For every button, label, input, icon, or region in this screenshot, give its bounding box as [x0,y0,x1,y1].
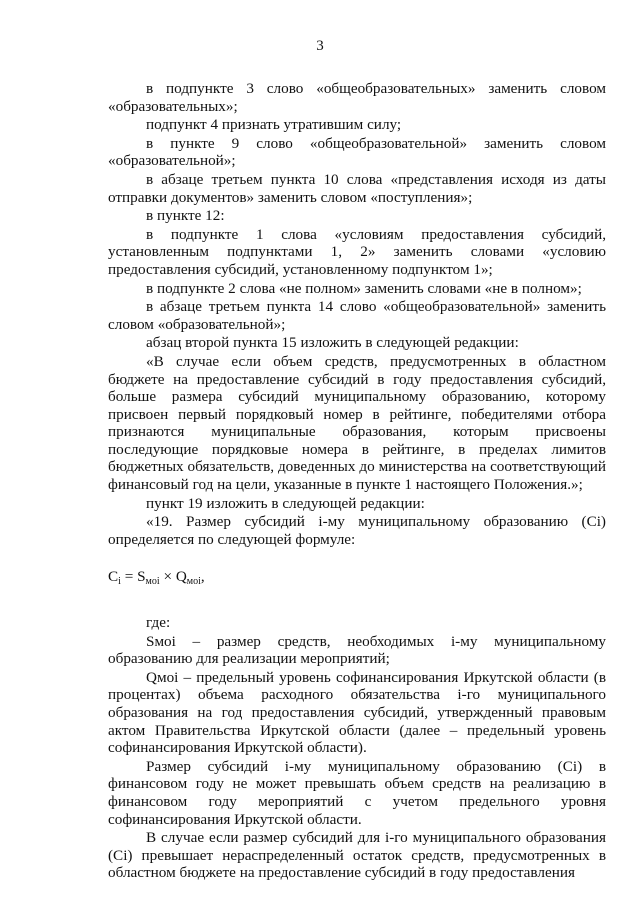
formula-q-sub: мoi [186,576,201,588]
formula-q: Q [175,568,187,586]
formula-lhs-sub: i [118,576,121,588]
document-body [108,80,606,883]
paragraph: где: [146,614,171,632]
paragraph: В случае если размер субсидий для i-го муниципального образования (Ci) превышает нераспределенный остаток средств, предусмотренных в областном бюджете на предоставление субсидий в году предоставления [108,829,606,882]
formula-s: S [137,568,146,586]
formula-eq: = [120,568,138,586]
paragraph: подпункт 4 признать утратившим силу; [146,116,402,134]
formula [108,568,606,586]
formula-end: , [200,568,205,586]
paragraph: в пункте 9 слово «общеобразовательной» заменить словом «образовательной»; [108,134,606,170]
paragraph: «В случае если объем средств, предусмотренных в областном бюджете на предоставление субсидий в году предоставления субсидий, больше размера субсидий муниципальному образованию, которому присвоен первый порядковый номер в рейтинге, победителями отбора признаются муниципальные образования, которым присвоены последующие порядковые номера в рейтинге, в пределах лимитов бюджетных обязательств, доведенных до министерства на соответствующий финансовый год на цели, указанные в пункте 1 настоящего Положения.»; [108,352,606,494]
paragraph: Sмoi – размер средств, необходимых i-му муниципальному образованию для реализации мероприятий; [108,632,606,668]
paragraph: Qмoi – предельный уровень софинансирования Иркутской области (в процентах) объема расходного обязательства i-го муниципального образования на год предоставления субсидий, утвержденный правовым актом Правительства Иркутской области (далее – предельный уровень софинансирования Иркутской области). [108,668,606,757]
formula-lhs: C [108,568,119,586]
formula-s-sub: мoi [145,576,160,588]
paragraph: в подпункте 1 слова «условиям предоставления субсидий, установленным подпунктами 1, 2» заменить словами «условию предоставления субсидий, установленному подпунктом 1»; [108,225,606,278]
paragraph: пункт 19 изложить в следующей редакции: [146,494,425,512]
paragraph: в пункте 12: [146,207,225,225]
paragraph: в абзаце третьем пункта 10 слова «представления исходя из даты отправки документов» заменить словом «поступления»; [108,170,606,206]
page-number: 3 [316,38,324,54]
paragraph: «19. Размер субсидий i-му муниципальному образованию (Ci) определяется по следующей формуле: [108,513,606,548]
paragraph: в подпункте 3 слово «общеобразовательных» заменить словом «образовательных»; [108,80,606,115]
paragraph: в подпункте 2 слова «не полном» заменить словами «не в полном»; [146,279,582,297]
paragraph: Размер субсидий i-му муниципальному образованию (Ci) в финансовом году не может превышать объем средств на реализацию в финансовом году мероприятий с учетом предельного уровня софинансирования Иркутской области. [108,757,606,828]
paragraph: в абзаце третьем пункта 14 слово «общеобразовательной» заменить словом «образовательной»; [108,298,606,333]
formula-times: × [159,568,176,586]
paragraph: абзац второй пункта 15 изложить в следующей редакции: [146,334,519,352]
